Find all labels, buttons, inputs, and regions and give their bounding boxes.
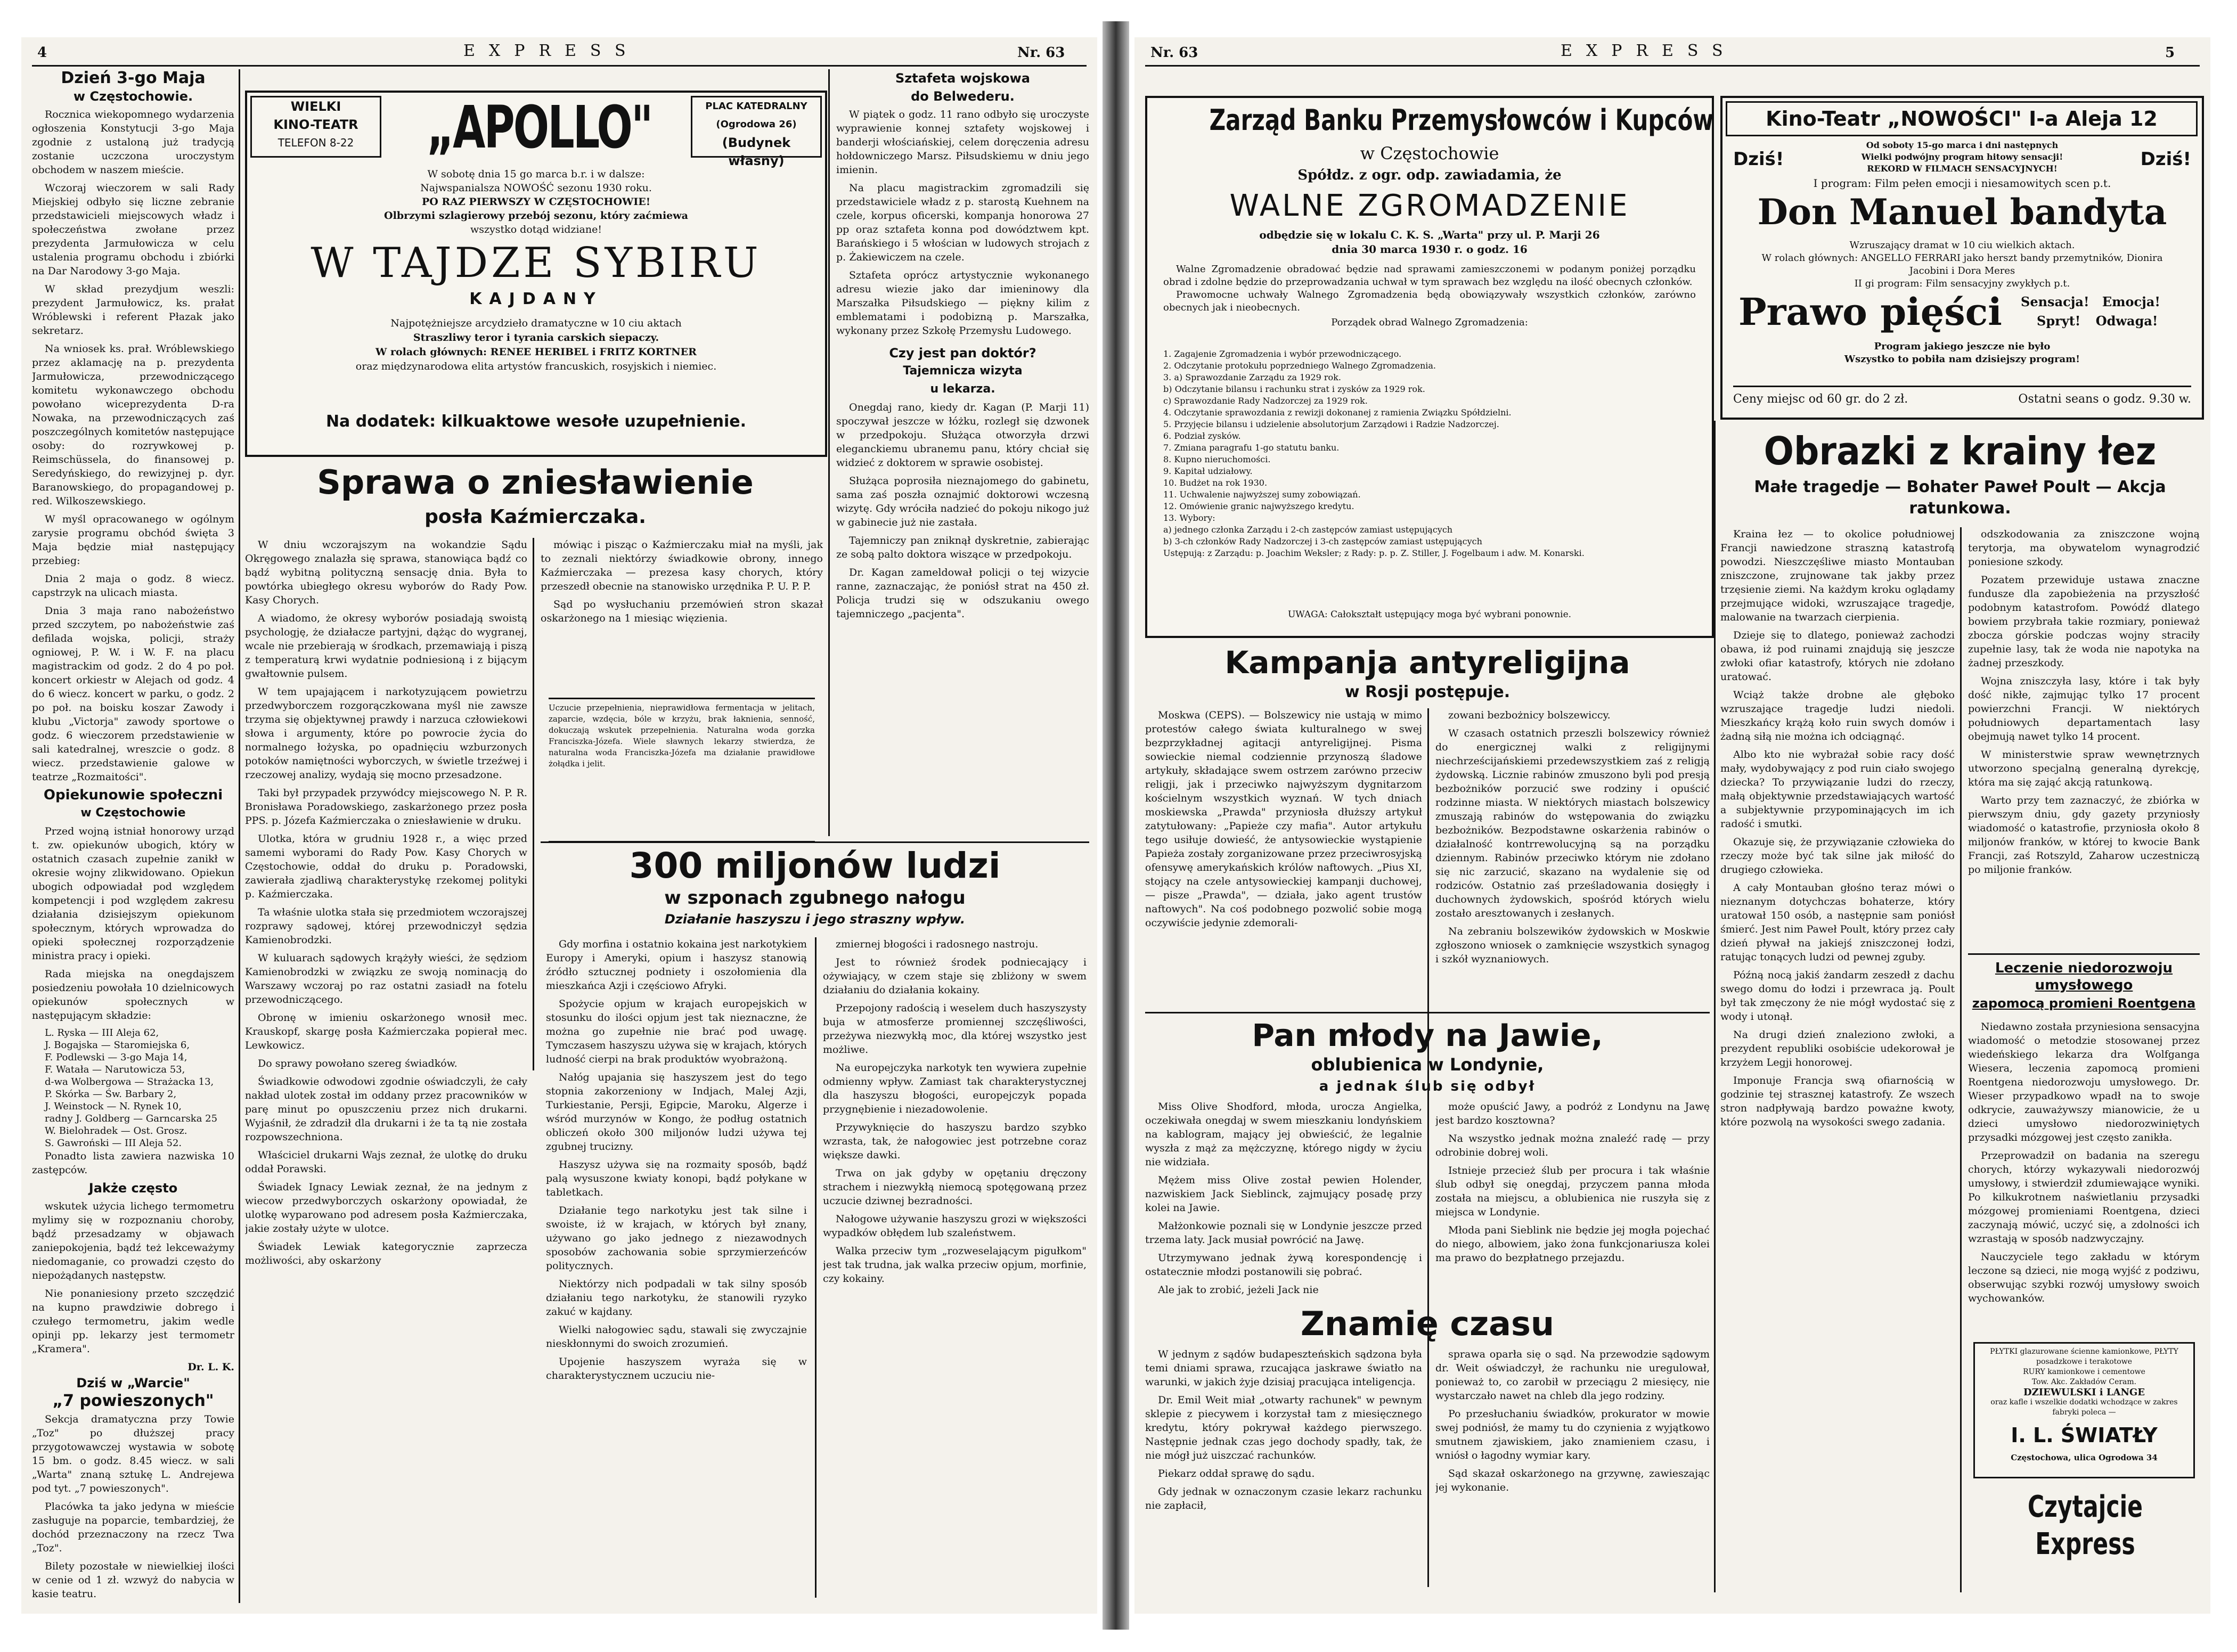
paragraph: W myśl opracowanego w ogólnym zarysie programu obchód święta 3 Maja będzie miał następujący przebieg:: [32, 513, 234, 567]
apollo-cinema-ad: [245, 91, 827, 457]
paragraph: Miss Olive Shodford, młoda, urocza Angielka, oczekiwała onegdaj w swem mieszkaniu londyńskiem na kablogram, mający jej obwieścić, że legalnie wyszła z mąż za mężczyznę, którego nigdy w życiu nie widziała.: [1145, 1101, 1422, 1168]
article-title: Sztafeta wojskowa: [895, 71, 1030, 86]
column-obrazki-b: [1968, 527, 2200, 948]
ad-cast: [1754, 239, 2170, 290]
paragraph: Sąd po wysłuchaniu przemówień stron skazał oskarżonego na 1 miesiąc więzienia.: [541, 599, 823, 624]
ad-text: Straszliwy teror i tyrania carskich siepaczy.: [413, 332, 659, 344]
ad-program-heading: [1792, 140, 2133, 175]
article-subtitle: „7 powieszonych": [52, 1392, 214, 1410]
list-item: P. Skórka — Św. Barbary 2,: [45, 1089, 177, 1100]
page-number: 5: [2165, 45, 2175, 61]
column-rule: [1427, 708, 1429, 1587]
bank-agenda: [1163, 348, 1696, 559]
article-title: Dziś w „Warcie": [76, 1376, 190, 1391]
ad-text: W sobotę dnia 15 go marca b.r. i w dalsze:: [427, 168, 645, 180]
ad-text: KINO-TEATR: [273, 117, 358, 132]
paragraph: Placówka ta jako jedyna w mieście zasługuje na poparcie, tembardziej, że dochód przeznaczony na rzecz Twa „Toz".: [32, 1501, 234, 1554]
paragraph: Piekarz oddał sprawę do sądu.: [1158, 1468, 1315, 1479]
paragraph: Wojna zniszczyła lasy, które i tak były dość nikłe, zajmując tylko 17 procent powierzchni Francji. W niektórych południowych departamentach lasy obejmują nawet tylko 14 procent.: [1968, 675, 2200, 742]
paragraph: Świadek Ignacy Lewiak zeznał, że na jednym z wiecow przedwyborczych oskarżony opowiadał, że ulotkę wyparowano pod adresem posła Kaźmierczaka, jakie zostały użyte w ulotce.: [245, 1181, 527, 1234]
film-title: Don Manuel bandyta: [1757, 191, 2167, 233]
paragraph: odszkodowania za zniszczone wojną terytorja, ma obywatelom wynagrodzić poniesione szkody.: [1968, 528, 2200, 568]
paragraph: W piątek o godz. 11 rano odbyło się uroczyste wyprawienie konnej sztafety wojskowej i banderji włościańskiej, celem doręczenia adresu hołdowniczego Marsz. Piłsudskiemu w dniu jego imienin.: [836, 109, 1089, 176]
column-rule: [828, 69, 830, 836]
ad-text: DZIEWULSKI i LANGE: [2023, 1387, 2145, 1398]
paragraph: A cały Montauban głośno teraz mówi o nieznanym dotychczas bohaterze, który uratował 150 osób, a następnie sam poniósł śmierć. Jest nim Paweł Poult, który przez cały dzień pływał na jakiejś zniszczonej łodzi, ratując tonących ludzi od pewnej zguby.: [1720, 882, 1955, 963]
header-rule: [1145, 65, 2200, 67]
article-headline: Kampanja antyreligijna: [1224, 644, 1630, 681]
ad-details: [258, 316, 814, 374]
article-title: Opiekunowie społeczni: [43, 787, 223, 803]
agenda-item: a) jednego członka Zarządu i 2-ch zastępców zamiast ustępujących: [1163, 525, 1453, 535]
paragraph: W tem upajającem i narkotyzującem powietrzu przedwyborczem rozgorączkowana myśl nie zawsze trzyma się objektywnej prawdy i narzuca człowiekowi słowa i argumenty, które po powrocie życia do normalnego łożyska, po opadnięciu wzburzonych potoków namiętności wyborczych, w świetle trzeźwej i rzeczowej analizy, wydają się mocno przesadzone.: [245, 686, 527, 781]
list-item: F. Podlewski — 3-go Maja 14,: [45, 1052, 187, 1063]
paragraph: Świadkowie odwodowi zgodnie oświadczyli, że cały nakład ulotek został im oddany przez pracowników w parę minut po opuszczeniu przez nich drukarni. Wyjaśnił, że zdradził dla drukarni i że ta tą nie została rozpowszechniona.: [245, 1076, 527, 1143]
mineral-water-notice: Uczucie przepełnienia, nieprawidłowa fermentacja w jelitach, zaparcie, wzdęcia, bóle w krzyżu, brak łaknienia, senność, dokuczają wskutek przepełnienia. Naturalna woda gorzka Franciszka-Józefa. Wiele sławnych lekarzy stwierdza, że naturalna woda Franciszka-Józefa ma działanie prawidłowe żołądka i jelit.: [549, 698, 815, 843]
paragraph: Obronę w imieniu oskarżonego wnosił mec. Krauskopf, skargę posła Kaźmierczaka popierał mec. Lewkowicz.: [245, 1012, 527, 1051]
ad-text: Program jakiego jeszcze nie było: [1874, 341, 2051, 352]
paragraph: Kraina łez — to okolice południowej Francji nawiedzone straszną katastrofą powodzi. Nieszczęśliwe miasto Montauban zniszczone, zrujnowane tak jakby przez trzęsienie ziemi. Na każdym kroku oglądamy przejmujące widoki, wzruszające tragedje, malowanie na twarzach cierpienia.: [1720, 528, 1955, 623]
paragraph: Bilety pozostałe w niewielkiej ilości w cenie od 1 zł. wzwyż do nabycia w kasie teatru.: [32, 1560, 234, 1600]
paragraph: Onegdaj rano, kiedy dr. Kagan (P. Marji 11) spoczywał jeszcze w łóżku, rozległ się dzwonek w przedpokoju. Służąca otworzyła drzwi eleganckiemu ubranemu panu, który chciał się widzieć z doktorem w sprawie osobistej.: [836, 402, 1089, 469]
paragraph: Działanie tego narkotyku jest tak silne i swoiste, iż w krajach, w których był znany, używano go jako jednego z niezawodnych sposobów zachowania sobie sprzymierzeńców politycznych.: [546, 1205, 807, 1272]
paragraph: Okazuje się, że przywiązanie człowieka do rzeczy może być tak silne jak miłość do drugiego człowieka.: [1720, 836, 1955, 876]
paragraph: Haszysz używa się na rozmaity sposób, bądź palą wysuszone kwiaty konopi, bądź połykane w tabletkach.: [546, 1159, 807, 1198]
paragraph: Wczoraj wieczorem w sali Rady Miejskiej odbyło się liczne zebranie przedstawicieli miejscowych władz i społeczeństwa zwołane przez prezydenta Jarmułowicza w celu ustalenia programu obchodu i zbiórki na Dar Narodowy 3-go Maja.: [32, 182, 234, 277]
film-subtitle: KAJDANY: [469, 290, 603, 308]
paragraph: Pozatem przewiduje ustawa znaczne fundusze dla zapobieżenia na przyszłość podobnym katastrofom. Powódź dlatego bowiem przybrała takie rozmiary, ponieważ zbocza górskie podczas wojny straciły zupełnie lasy, tak że woda nie napotyka na żadnej przeszkody.: [1968, 574, 2200, 669]
paragraph: Przed wojną istniał honorowy urząd t. zw. opiekunów ubogich, który w ostatnich czasach zupełnie zanikł w okresie wojny zlikwidowano. Opiekun ubogich odpowiadał pod względem kompetencji i pod względem zakresu działania dzisiejszym opiekunom społecznym, których wprowadza do opieki społecznej rozporządzenie ministra pracy i opieki.: [32, 825, 234, 962]
paragraph: Wciąż także drobne ale głęboko wzruszające tragedje ludzi niedoli. Mieszkańcy krążą koło ruin swych domów i żadną siłą nie można ich odciągnąć.: [1720, 689, 1955, 742]
paragraph: Służąca poprosiła nieznajomego do gabinetu, sama zaś poszła oznajmić doktorowi wczesną wizytę. Gdy wróciła nadzieć do pokoju nikogo już w gabinecie już nie zastała.: [836, 475, 1089, 528]
ad-text: W rolach głównych: ANGELLO FERRARI jako herszt bandy przemytników, Dionira Jacobini i Dora Meres: [1761, 252, 2163, 276]
agenda-item: 11. Uchwalenie najwyższej sumy zobowiązań.: [1163, 489, 1361, 500]
column-3: [541, 538, 823, 698]
paragraph: Istnieje przecież ślub per procura i tak właśnie ślub odbył się onegdaj, przyczem panna młoda została na miejscu, a oblubienica nie ruszyła się z miejsca w Londynie.: [1435, 1165, 1710, 1218]
paragraph: Późną nocą jakiś żandarm zeszedł z dachu swego domu do łodzi i przewraca ją. Poult był tak zmęczony że nie mógł wydostać się z wody i utonął.: [1720, 969, 1955, 1023]
ad-text: PLAC KATEDRALNY: [705, 101, 807, 112]
paragraph: Spożycie opjum w krajach europejskich w stosunku do ilości opjum jest tak nieznaczne, że można go zupełnie nie brać pod uwagę. Tymczasem haszyszu używa się w krajach, których ludność cierpi na brak produktów wyobrażoną.: [546, 998, 807, 1065]
bank-headline: WALNE ZGROMADZENIE: [1229, 189, 1630, 223]
paragraph: Ale jak to zrobić, jeżeli Jack nie: [1158, 1284, 1319, 1296]
paragraph: Ta właśnie ulotka stała się przedmiotem wczorajszej rozprawy sądowej, której przewodniczył sędzia Kamienobrodzki.: [245, 906, 527, 946]
paragraph: Właściciel drukarni Wajs zeznał, że ulotkę do druku oddał Porawski.: [245, 1149, 527, 1175]
paragraph: Niektórzy nich podpadali w tak silny sposób działaniu tego narkotyku, że stanowili ryzyko zakuć w kajdany.: [546, 1278, 807, 1318]
list-item: W. Bielohradek — Ost. Grosz.: [45, 1125, 187, 1136]
paragraph: Jest to również środek podniecający i ożywiający, w czem staje się zbliżony w swem działaniu do działania kokainy.: [823, 956, 1087, 996]
apollo-title: „APOLLO": [427, 93, 652, 161]
paragraph: Rada miejska na onegdajszem posiedzeniu powołała 10 dzielnicowych opiekunów społecznych w następującym składzie:: [32, 968, 234, 1021]
page-gutter: [1103, 21, 1129, 1630]
agenda-item: 9. Kapitał udziałowy.: [1163, 466, 1253, 476]
ad-text: (Budynek własny): [722, 135, 791, 168]
bank-body: [1163, 263, 1696, 331]
column-rule: [239, 69, 240, 1603]
paragraph: Przeprowadził on badania na szeregu chorych, którzy wykazywali niedorozwój umysłowy, i stwierdził zdumiewające wyniki. Po kilkukrotnem naświetlaniu przysadki mózgowej promieniami Roentgena, dzieci zaczynają mówić, uczyć się, a zdolności ich wzrastają w sposób nadzwyczajny.: [1968, 1150, 2200, 1245]
agenda-item: b) 3-ch członków Rady Nadzorczej i 3-ch zastępców zamiast ustępujących: [1163, 536, 1482, 546]
ad-text: WIELKI: [290, 99, 341, 114]
paragraph: Warto przy tem zaznaczyć, że zbiórka w pierwszym dniu, gdy gazety przyniosły wiadomość o katastrofie, przyniosła około 8 miljonów franków, w której to kwocie Bank Francji, zaś Rotszyld, Zaharow uczestniczą po miljonie franków.: [1968, 795, 2200, 876]
bank-meeting-notice: [1145, 96, 1714, 638]
article-subtitle: w Częstochowie: [80, 806, 186, 820]
ad-text: PO RAZ PIERWSZY W CZĘSTOCHOWIE!: [421, 196, 651, 208]
column-kamp-b: [1435, 708, 1710, 1007]
paragraph: Moskwa (CEPS). — Bolszewicy nie ustają w mimo protestów całego świata kulturalnego w swej bezprzykładnej agitacji antyreligijnej. Pisma sowieckie niemal codziennie przynoszą śladowe artykuły, składające swem ostrzem zarówno przeciw religji, jak i przeciwko najwyższym dygnitarzom kościelnym wszystkich wyznań. W tych dniach moskiewska „Prawda" przyniosła dłuższy artykuł zatytułowany: „Papieże czy mafia". Autor artykułu tego usiłuje dowieść, że antysowieckie wystąpienie Papieża zostały zorganizowane przez przeciwrosyjską ofensywę amerykańskich królów naftowych. „Pius XI, stojący na czele antysowieckiej kampanji duchowej, — pisze „Prawda", — działa, jako agent trustów naftowych". Na coś podobnego pozwolić sobie mogą oczywiście jedynie zdemorali-: [1145, 709, 1422, 929]
column-znam-a: [1145, 1347, 1422, 1592]
bank-line: dnia 30 marca 1930 r. o godz. 16: [1332, 243, 1528, 256]
paragraph: Utrzymywano jednak żywą korespondencję i ostatecznie młodzi postanowili się pobrać.: [1145, 1252, 1422, 1278]
article-title: Jakże często: [88, 1181, 178, 1196]
paragraph: W ministerstwie spraw wewnętrznych utworzono specjalną generalną dyrekcję, która ma się zająć akcją ratunkową.: [1968, 749, 2200, 788]
column-rule: [1714, 421, 1716, 1592]
bank-note: UWAGA: Całokształt ustępujący moga być wybrani ponownie.: [1287, 609, 1572, 620]
paragraph: Dr. Emil Weit miał „otwarty rachunek" w pewnym sklepie z piecywem i korzystał tam z miesięcznego kredytu, który pokrywał każdego pierwszego. Następnie jednak czas jego dochody spadły, tak, że nie mógł już uiszczać rachunków.: [1145, 1394, 1422, 1461]
column-2: [245, 538, 527, 1374]
column-lecz: [1968, 1020, 2200, 1334]
article-headline: Znamię czasu: [1300, 1304, 1555, 1343]
section-rule: [1968, 953, 2200, 955]
column-obrazki-a: [1720, 527, 1955, 1592]
paragraph: może opuścić Jawy, a podróż z Londynu na Jawę jest bardzo kosztowna?: [1435, 1101, 1710, 1126]
paragraph: Sąd skazał oskarżonego na grzywnę, zawieszając jej wykonanie.: [1435, 1468, 1710, 1493]
article-headline: 300 miljonów ludzi: [629, 845, 1001, 886]
ad-text: Walne Zgromadzenie obradować będzie nad sprawami zamieszczonemi w podanym poniżej porządku obrad i zdolne będzie do przeprowadzania uchwał w tym sprawach bez względu na ilość obecnych członków.: [1163, 264, 1696, 288]
ad-text: Najpotężniejsze arcydzieło dramatyczne w 10 ciu aktach: [390, 317, 682, 329]
paragraph: wskutek użycia lichego termometru mylimy się w rozpoznaniu choroby, bądź przesadzamy w objawach zaniepokojenia, bądź też lekceważymy niedomaganie, co prowadzi często do niepożądanych następstw.: [32, 1200, 234, 1281]
cinema-name: Kino-Teatr „NOWOŚCI" I-a Aleja 12: [1726, 101, 2198, 136]
paragraph: Na wniosek ks. prał. Wróblewskiego przez aklamację na p. prezydenta Jarmułowicza, przewodniczącego komitetu wykonawczego obchodu powołano wiceprezydenta D-ra Nowaka, na przewodniczących zaś poszczególnych komitetów następujące osoby: do rozrywkowej p. Reimschüssela, do finansowej p. Seredyńskiego, do rewizyjnej p. dyr. Baranowskiego, do propagandowej p. red. Wilkoszewskiego.: [32, 343, 234, 507]
paragraph: Gdy jednak w oznaczonym czasie lekarz rachunku nie zapłacił,: [1145, 1486, 1422, 1511]
header-rule: [32, 65, 1087, 67]
read-express-slogan: Czytajcie Express: [2027, 1490, 2143, 1561]
article-subheadline: zapomocą promieni Roentgena: [1972, 996, 2196, 1011]
paragraph: Trwa on jak gdyby w opętaniu dręczony strachem i niezwykłą niemocą spotęgowaną przez uczucie dziwnej bezradności.: [823, 1167, 1087, 1207]
article-title: Dzień 3-go Maja: [61, 69, 206, 87]
issue-number: Nr. 63: [1017, 45, 1065, 61]
film-taglines: [2021, 292, 2197, 331]
paragraph: W kuluarach sądowych krążyły wieści, że sędziom Kamienobrodzki w związku ze swoją nominacją do Warszawy wczoraj po raz ostatni zasiadł na fotelu przewodniczącego.: [245, 952, 527, 1005]
paragraph: Nie ponaniesiony przeto szczędzić na kupno prawdziwie dobrego i czułego termometru, jakim wedle opinji pp. lekarzy jest termometr „Kramera".: [32, 1288, 234, 1355]
today-label: Dziś!: [2140, 149, 2191, 170]
paragraph: Małżonkowie poznali się w Londynie jeszcze przed trzema laty. Jack musiał powrócić na Jawę.: [1145, 1220, 1422, 1246]
paragraph: Dnia 2 maja o godz. 8 wiecz. capstrzyk na ulicach miasta.: [32, 573, 234, 599]
paragraph: Tajemniczy pan zniknął dyskretnie, zabierając ze sobą palto doktora wiszące w przedpokoju.: [836, 535, 1089, 560]
article-subtitle: u lekarza.: [930, 382, 995, 396]
agenda-item: Ustępują: z Zarządu: p. Joachim Weksler; z Rady: p. p. Z. Stiller, J. Fogelbaum i adw. M. Konarski.: [1163, 548, 1585, 558]
ad-text: RURY kamionkowe i cementowe: [2023, 1368, 2145, 1376]
paragraph: Gdy morfina i ostatnio kokaina jest narkotykiem Europy i Ameryki, opium i haszysz stanowią źródło sztucznej podniety i oszołomienia dla mieszkańca Azji i częściowo Afryki.: [546, 938, 807, 992]
column-rule: [1960, 527, 1962, 1592]
paragraph: Dzieje się to dlatego, ponieważ zachodzi obawa, iż pod ruinami znajdują się jeszcze zwłoki ofiar katastrofy, których nie zdołano uratować.: [1720, 629, 1955, 683]
paragraph: Na wszystko jednak można znaleźć radę — przy odrobinie dobrej woli.: [1435, 1133, 1710, 1158]
company-name: I. L. ŚWIATŁY: [2011, 1424, 2158, 1447]
article-subheadline: Działanie haszyszu i jego straszny wpływ.: [664, 912, 966, 927]
paragraph: mówiąc i pisząc o Kaźmierczaku miał na myśli, jak to zeznali niektórzy świadkowie obrony, innego Kaźmierczaka — prezesa kasy chorych, który przeszedł obecnie na stanowisko urzędnika P. U. P. P.: [541, 539, 823, 592]
paragraph: Upojenie haszyszem wyraża się w charakterystycznem uczuciu nie-: [546, 1356, 807, 1381]
masthead: EXPRESS: [1561, 42, 1737, 60]
paragraph: zmiernej błogości i radosnego nastroju.: [836, 938, 1039, 950]
ad-text: Olbrzymi szlagierowy przebój sezonu, który zaćmiewa: [384, 210, 688, 222]
caretaker-list: [32, 1027, 234, 1149]
ad-addon: Na dodatek: kilkuaktowe wesołe uzupełnienie.: [325, 412, 747, 431]
paragraph: Do sprawy powołano szereg świadków.: [258, 1058, 458, 1069]
ad-text: wszystko dotąd widziane!: [470, 224, 602, 235]
ad-text: Prawomocne uchwały Walnego Zgromadzenia będą obowiązywały wszystkich członków, zarówno obecnych jak i nieobecnych.: [1163, 289, 1696, 313]
section-rule: [1145, 1012, 1710, 1013]
ad-text: Wszystko to pobiła nam dzisiejszy program!: [1844, 354, 2080, 365]
paragraph: W czasach ostatnich przeszli bolszewicy również do energicznej walki z religijnymi niechrześcijańskiemi przedewszystkiem zaś z religją żydowską. Licznie rabinów zmuszono byli pod presją bezbożników porzucić swe rodziny i opuścić rodzinne miasta. W niektórych miastach bolszewicy zmuszają rabinów do wstępowania do związku bezbożników. Bezpodstawne oskarżenia rabinów o działalność kontrrewolucyjną są na porządku dziennym. Rabinów przeciwko którym nie zdołano się nic zarzucić, skazano na wydalenie się od rodziców. Ostatnio zaś prześladowania dosięgły i duchownych żydowskich, spośród których wielu zostało aresztowanych i zesłanych.: [1435, 727, 1710, 919]
article-subheadline: posła Kaźmierczaka.: [424, 506, 646, 528]
paragraph: Niedawno została przyniesiona sensacyjna wiadomość o metodzie stosowanej przez wiedeńskiego lekarza dra Wolfganga Wiesera, leczenia zapomocą promieni Roentgena niedorozwoju umysłowego. Dr. Wieser przypadkowo wpadł na to swoje odkrycie, zauważywszy mianowicie, że u dzieci umysłowo niedorozwiniętych przysadki mózgowej jest często zanikła.: [1968, 1021, 2200, 1143]
list-item: radny J. Goldberg — Garncarska 25: [45, 1113, 218, 1124]
paragraph: Dr. Kagan zameldował policji o tej wizycie ranne, zaznaczając, że poniósł strat na 450 zł. Policja trudzi się w odszukaniu owego tajemniczego „pacjenta".: [836, 567, 1089, 620]
paragraph: Walka przeciw tym „rozweselającym pigułkom" jest tak trudna, jak walka przeciw opjum, morfinie, czy kokainy.: [823, 1245, 1087, 1285]
column-znam-b: [1435, 1347, 1710, 1592]
tagline: Sensacja!: [2021, 294, 2089, 309]
agenda-item: c) Sprawozdanie Rady Nadzorczej za 1929 rok.: [1163, 396, 1368, 406]
column-6: [823, 937, 1087, 1598]
ad-text: Ceny miejsc od 60 gr. do 2 zł.: [1733, 392, 1908, 406]
right-page: [1134, 37, 2210, 1614]
paragraph: zowani bezbożnicy bolszewiccy.: [1448, 709, 1611, 721]
article-subheadline: Małe tragedje — Bohater Paweł Poult — Akcja ratunkowa.: [1754, 478, 2166, 518]
paragraph: Nałogowe używanie haszyszu grozi w większości wypadków obłędem lub szaleństwem.: [823, 1213, 1087, 1239]
ad-text: PŁYTKI glazurowane ścienne kamionkowe, PŁYTY posadzkowe i terakotowe: [1990, 1347, 2178, 1366]
paragraph: Nałóg upajania się haszyszem jest do tego stopnia zakorzeniony w Indjach, Malej Azji, Turkiestanie, Persji, Egipcie, Maroku, Algerze i wśród murzynów w Kongo, że podług ostatnich obliczeń około 300 miljonów ludzi używa tej zgubnej trucizny.: [546, 1072, 807, 1152]
article-subheadline: oblubienica w Londynie,: [1311, 1054, 1544, 1075]
agenda-item: 10. Budżet na rok 1930.: [1163, 478, 1268, 488]
ad-text: W rolach głównych: RENEE HERIBEL i FRITZ KORTNER: [375, 346, 697, 358]
ad-text: Tow. Akc. Zakładów Ceram.: [2031, 1378, 2137, 1386]
agenda-item: 13. Wybory:: [1163, 513, 1215, 523]
paragraph: Młoda pani Sieblink nie będzie jej mogła pojechać do niego, albowiem, jako żona funkcjonariusza kolei ma prawo do bezpłatnego przejazdu.: [1435, 1224, 1710, 1264]
paragraph: Po przesłuchaniu świadków, prokurator w mowie swej podniósł, że mamy tu do czynienia z wyjątkowo smutnem zjawiskiem, jako znamieniem czasu, i wniósł o łagodny wymiar kary.: [1435, 1408, 1710, 1461]
paragraph: Nauczyciele tego zakładu w którym leczone są dzieci, nie mogą wyjść z podziwu, obserwując szybki rozwój umysłowy swoich wychowanków.: [1968, 1251, 2200, 1304]
left-page: [21, 37, 1097, 1614]
ad-text: Wielki podwójny program hitowy sensacji!: [1861, 152, 2063, 162]
ad-footer: [1722, 340, 2202, 366]
list-item: J. Weinstock — N. Rynek 10,: [45, 1101, 182, 1112]
bank-line: odbędzie się w lokalu C. K. S. „Warta" przy ul. P. Marji 26: [1259, 228, 1600, 241]
paragraph: Ulotka, która w grudniu 1928 r., a więc przed samemi wyborami do Rady Pow. Kasy Chorych w Częstochowie, oddał do druku p. Poradowski, zawierała zjadliwą charakterystykę rzekomej polityki p. Kaźmierczaka.: [245, 833, 527, 900]
masthead: EXPRESS: [463, 42, 640, 60]
paragraph: W dniu wczorajszym na wokandzie Sądu Okręgowego znalazła się sprawa, stanowiąca bądź co bądź wybitną polityczną sensację dnia. Była to powtórka ubiegłego okresu wyborów do Rady Pow. Kasy Chorych.: [245, 539, 527, 606]
paragraph: sprawa oparła się o sąd. Na przewodzie sądowym dr. Weit oświadczył, że rachunku nie uregulował, ponieważ to, co zarobił w przeciągu 2 miesięcy, nie wystarczało nawet na chleb dla jego rodziny.: [1435, 1348, 1710, 1402]
signature: Dr. L. K.: [187, 1361, 234, 1373]
list-item: d-wa Wolbergowa — Strażacka 13,: [45, 1076, 214, 1087]
ad-prices: [1733, 386, 2191, 406]
ad-text: Najwspanialsza NOWOŚĆ sezonu 1930 roku.: [420, 182, 652, 194]
column-rule: [815, 937, 817, 1598]
today-label: Dziś!: [1733, 149, 1784, 170]
ad-text: Porządek obrad Walnego Zgromadzenia:: [1331, 317, 1528, 328]
paragraph: A wiadomo, że okresy wyborów posiadają swoistą psychologję, że działacze partyjni, dążąc do wygranej, wcale nie przebierają w środkach, przemawiają i piszą z temperaturą krwi wydatnie podniesioną i z bijącym gwałtownie pulsem.: [245, 612, 527, 680]
article-headline: Leczenie niedorozwoju umysłowego: [1995, 960, 2173, 993]
column-pan-a: [1145, 1100, 1422, 1297]
list-item: L. Ryska — III Aleja 62,: [45, 1027, 159, 1038]
ad-text: (Ogrodowa 26): [716, 119, 797, 130]
article-subheadline: a jednak ślub się odbył: [1319, 1078, 1536, 1094]
film-title: Prawo pięści: [1738, 290, 2002, 334]
paragraph: Taki był przypadek przywódcy miejscowego N. P. R. Bronisława Poradowskiego, zaskarżonego przez posła PPS. p. Józefa Kaźmierczaka o zniesławienie w druku.: [245, 787, 527, 827]
issue-number: Nr. 63: [1150, 45, 1198, 61]
nowosci-cinema-ad: [1720, 96, 2204, 420]
paragraph: Sekcja dramatyczna przy Towie „Toz" po dłuższej pracy przygotowawczej wystawia w sobotę 15 bm. o godz. 8.45 wiecz. w sali „Warta" znaną sztukę L. Andrejewa pod tyt. „7 powieszonych".: [32, 1413, 234, 1494]
tagline: Odwaga!: [2095, 313, 2158, 329]
paragraph: Na zebraniu bolszewików żydowskich w Moskwie zgłoszono wniosek o zamknięcie wszystkich synagog i szkół wyznaniowych.: [1435, 926, 1710, 965]
agenda-item: 7. Zmiana paragrafu 1-go statutu banku.: [1163, 443, 1340, 453]
column-5: [546, 937, 807, 1598]
paragraph: Mężem miss Olive został pewien Holender, nazwiskiem Jack Sieblinck, zajmujący posadę przy kolei na Jawie.: [1145, 1174, 1422, 1214]
paragraph: Na europejczyka narkotyk ten wywiera zupełnie odmienny wpływ. Zamiast tak charakterystycznej dla haszyszu błogości, europejczyk popada przygnębienie i niezadowolenie.: [823, 1062, 1087, 1115]
column-rule: [533, 538, 534, 1070]
agenda-item: 1. Zagajenie Zgromadzenia i wybór przewodniczącego.: [1163, 349, 1402, 359]
paragraph: Imponuje Francja swą ofiarnością w godzinie tej strasznej katastrofy. Ze wszech stron nadpływają bardzo poważne kwoty, które pozwolą na wysokości swego zadania.: [1720, 1075, 1955, 1128]
paragraph: Na placu magistrackim zgromadzili się przedstawiciele władz z p. starostą Kuehnem na czele, korpus oficerski, kompanja honorowa 27 pp oraz sztafeta konna pod dowództwem kpt. Barańskiego i 5 włościan w ludowych strojach z p. Żakiewiczem na czele.: [836, 182, 1089, 263]
column-1: [32, 69, 234, 1603]
agenda-item: 4. Odczytanie sprawozdania z rewizji dokonanej z ramienia Związku Spółdzielni.: [1163, 407, 1512, 418]
article-headline: Sprawa o zniesławienie: [317, 463, 754, 502]
film-title: W TAJDZE SYBIRU: [311, 239, 762, 287]
bank-title: Zarząd Banku Przemysłowców i Kupców: [1209, 103, 1714, 137]
bank-line: Spółdz. z ogr. odp. zawiadamia, że: [1297, 167, 1562, 183]
ad-text: Ostatni seans o godz. 9.30 w.: [2018, 392, 2191, 406]
agenda-item: 6. Podział zysków.: [1163, 431, 1241, 441]
paragraph: Przywyknięcie do haszyszu bardzo szybko wzrasta, tak, że nałogowiec jest potrzebne coraz większe dawki.: [823, 1122, 1087, 1161]
article-subtitle: w Częstochowie.: [73, 89, 193, 104]
tagline: Emocja!: [2102, 294, 2160, 309]
agenda-item: b) Odczytanie bilansu i rachunku strat i zysków za 1929 rok.: [1163, 384, 1425, 394]
agenda-item: 3. a) Sprawozdanie Zarządu za 1929 rok.: [1163, 372, 1341, 382]
paragraph: Na drugi dzień znaleziono zwłoki, a prezydent republiki osobiście udekorował je krzyżem Legji honorowej.: [1720, 1029, 1955, 1068]
ad-body: [247, 167, 825, 236]
company-address: Częstochowa, ulica Ogrodowa 34: [2011, 1453, 2158, 1462]
ad-text: Wzruszający dramat w 10 ciu wielkich aktach.: [1849, 240, 2075, 251]
address-box: [691, 96, 822, 168]
paragraph: W jednym z sądów budapeszteńskich sądzona była temi dniami sprawa, rzucająca jaskrawe światło na warunki, w jakich żyje dzisiaj pracująca inteligencja.: [1145, 1348, 1422, 1388]
section-rule: [541, 841, 1089, 843]
article-subheadline: w szponach zgubnego nałogu: [664, 887, 966, 909]
article-headline: Pan młody na Jawie,: [1252, 1017, 1603, 1053]
ad-text: oraz kafle i wszelkie dodatki wchodzące w zakres fabryki poleca —: [1990, 1398, 2178, 1417]
paragraph: Dnia 3 maja rano nabożeństwo przed szczytem, po nabożeństwie zaś defilada wojska, policji, straży ogniowej, P. W. i W. F. na placu magistrackim od godz. 2 do 4 po poł. koncert orkiestr w Alejach od godz. 4 do 6 wiecz. koncert w parku, o godz. 2 po poł. na boisku koszar Zawody i klubu „Victorja" zawody sportowe o godz. 6 wieczorem przedstawienie w sali katedralnej, wreszcie o godz. 8 wiecz. przedstawienie galowe w teatrze „Rozmaitości".: [32, 605, 234, 783]
article-subtitle: do Belwederu.: [911, 89, 1015, 104]
column-4: [836, 69, 1089, 836]
ad-lines: [1979, 1347, 2189, 1418]
agenda-item: 8. Kupno nieruchomości.: [1163, 454, 1271, 464]
tagline: Spryt!: [2037, 313, 2081, 329]
bank-city: w Częstochowie: [1360, 143, 1499, 163]
column-pan-b: [1435, 1100, 1710, 1297]
paragraph: W skład prezydjum weszli: prezydent Jarmułowicz, ks. prałat Wróblewski i referent Płazak jako sekretarz.: [32, 283, 234, 337]
page-number: 4: [37, 45, 47, 61]
cinema-label-box: [250, 96, 381, 158]
agenda-item: 2. Odczytanie protokułu poprzedniego Walnego Zgromadzenia.: [1163, 361, 1436, 371]
paragraph: Ponadto lista zawiera nazwiska 10 zastępców.: [32, 1150, 234, 1176]
article-title: Czy jest pan doktór?: [889, 346, 1036, 361]
article-subtitle: Tajemnicza wizyta: [903, 364, 1023, 378]
ad-text: TELEFON 8-22: [277, 136, 354, 149]
paragraph: Przepojony radością i weselem duch haszyszysty buja w atmosferze promiennej szczęśliwości, przeżywa niezwykłą moc, dla której wszystko jest możliwe.: [823, 1002, 1087, 1056]
ad-text: I program: Film pełen emocji i niesamowitych scen p.t.: [1813, 177, 2111, 190]
article-subheadline: w Rosji postępuje.: [1344, 683, 1511, 701]
paragraph: Wielki nałogowiec sądu, stawali się zwyczajnie nieskłonnymi do swoich zrozumień.: [546, 1324, 807, 1350]
column-kamp-a: [1145, 708, 1422, 1007]
paragraph: Rocznica wiekopomnego wydarzenia ogłoszenia Konstytucji 3-go Maja zgodnie z ustaloną już tradycją zostanie uczczona uroczystym obchodem w naszem mieście.: [32, 109, 234, 176]
paragraph: Albo kto nie wybrażał sobie racy dość mały, wydobywający z pod ruin ciało swojego dziecka? To przywiązanie ludzi do rzeczy, małą objektywnie przedstawiających wartość a subjektywnie przypominających im ich radość i smutki.: [1720, 749, 1955, 830]
agenda-item: 5. Przyjęcie bilansu i udzielenie absolutorjum Zarządowi i Radzie Nadzorczej.: [1163, 419, 1499, 429]
ad-text: Od soboty 15-go marca i dni następnych: [1866, 140, 2059, 150]
paragraph: Świadek Lewiak kategorycznie zaprzecza możliwości, aby oskarżony: [245, 1241, 527, 1266]
list-item: S. Gawroński — III Aleja 52.: [45, 1138, 182, 1149]
list-item: F. Watała — Narutowicza 53,: [45, 1064, 185, 1075]
ad-text: II gi program: Film sensacyjny zwykłych p.t.: [1854, 278, 2070, 289]
paragraph: Sztafeta oprócz artystycznie wykonanego adresu wiezie jako dar imieninowy dla Marszałka Piłsudskiego — piękny kilim z emblematami i podobizną p. Marszałka, wykonany przez Szkołę Przemysłu Ludowego.: [836, 269, 1089, 337]
agenda-item: 12. Omówienie granic najwyższego kredytu.: [1163, 501, 1354, 511]
list-item: J. Bogajska — Staromiejska 6,: [45, 1040, 190, 1051]
ad-text: REKORD W FILMACH SENSACYJNYCH!: [1867, 163, 2058, 174]
ad-text: oraz międzynarodowa elita artystów francuskich, rosyjskich i niemiec.: [355, 361, 717, 372]
article-headline: Obrazki z krainy łez: [1764, 429, 2157, 473]
ceramics-ad: [1973, 1342, 2195, 1478]
